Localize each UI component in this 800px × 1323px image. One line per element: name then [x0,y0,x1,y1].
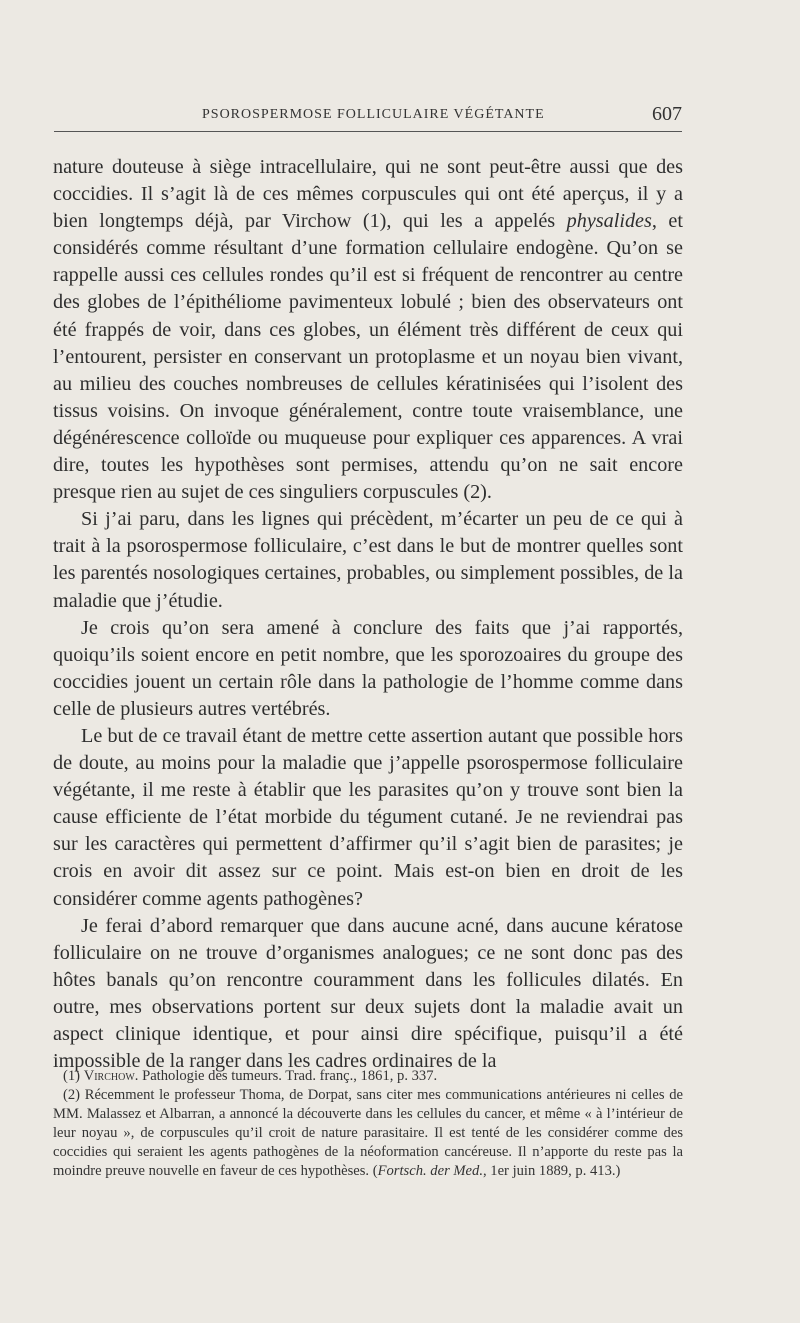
paragraph-2: Si j’ai paru, dans les lignes qui précèdent, m’écarter un peu de ce qui à trait à la psorospermose folliculaire, c’est dans le but de montrer quelles sont les parentés nosologiques certaines, probables, ou simplement possibles, de la maladie que j’étudie. [53,508,683,612]
footnote-2-journal: Fortsch. der Med. [377,1163,483,1179]
paragraph-3: Je crois qu’on sera amené à conclure des faits que j’ai rapportés, quoiqu’ils soient encore en petit nombre, que les sporozoaires du groupe des coccidies jouent un certain rôle dans la pathologie de l’homme comme dans celle de plusieurs autres vertébrés. [53,616,683,720]
paragraph-1-text-b: , et considérés comme résultant d’une formation cellulaire endogène. Qu’on se rappelle aussi ces cellules rondes qu’il est si fréquent de rencontrer au centre des globes de l’épithéliome pavimenteux lobulé ; bien des observateurs ont été frappés de voir, dans ces globes, un élément très différent de ceux qui l’entourent, persister en conservant un protoplasme et un noyau bien vivant, au milieu des couches nombreuses de cellules kératinisées qui l’isolent des tissus voisins. On invoque généralement, contre toute vraisemblance, une dégénérescence colloïde ou muqueuse pour expliquer ces apparences. A vrai dire, toutes les hypothèses sont permises, attendu qu’on ne sait encore presque rien au sujet de ces singuliers corpuscules (2). [53,210,683,504]
paragraph-1-italic-term: physalides [566,210,652,233]
paragraph-1-text-a: nature douteuse à siège intracellulaire, qui ne sont peut-être aussi que des coccidies. Il s’agit là de ces mêmes corpuscules qui ont été aperçus, il y a bien longtemps déjà, par Virchow (1), qui les a appelés [53,156,683,233]
page-number: 607 [652,103,682,125]
footnote-1-text: . Pathologie des tumeurs. Trad. franç., 1861, p. 337. [134,1068,438,1084]
footnote-2 [53,1086,683,1181]
body-text [53,154,683,1075]
footnotes [53,1067,683,1181]
footnote-2-text-a: (2) Récemment le professeur Thoma, de Dorpat, sans citer mes communications antérieures ni celles de MM. Malassez et Albarran, a annoncé la découverte dans les cellules du cancer, et même « à l’intérieur de leur noyau », de corpuscules qu’il croit de nature parasitaire. Il est tenté de les considérer comme des coccidies qui seraient les agents pathogènes de la néoformation cancéreuse. Il n’apporte du reste pas la moindre preuve nouvelle en faveur de ces hypothèses. ( [53,1087,683,1179]
footnote-1-number: (1) [63,1068,81,1084]
footnote-1 [53,1067,683,1086]
paragraph-4: Le but de ce travail étant de mettre cette assertion autant que possible hors de doute, au moins pour la maladie que j’appelle psorospermose folliculaire végétante, il me reste à établir que les parasites qu’on y trouve sont bien la cause efficiente de l’état morbide du tégument cutané. Je ne reviendrai pas sur les caractères qui permettent d’affirmer qu’il s’agit bien de parasites; je crois en avoir dit assez sur ce point. Mais est-on bien en droit de les considérer comme agents pathogènes? [53,724,683,910]
paragraph-5: Je ferai d’abord remarquer que dans aucune acné, dans aucune kératose folliculaire on ne trouve d’organismes analogues; ce ne sont donc pas des hôtes banals qu’on rencontre couramment dans les follicules dilatés. En outre, mes observations portent sur deux sujets dont la maladie avait un aspect clinique identique, et pour ainsi dire spécifique, puisqu’il a été impossible de la ranger dans les cadres ordinaires de la [53,914,683,1073]
page-header [54,103,682,132]
paragraph-1 [53,154,683,506]
footnote-1-author: Virchow [83,1068,135,1084]
running-title: PSOROSPERMOSE FOLLICULAIRE VÉGÉTANTE [202,107,545,122]
footnote-2-text-b: , 1er juin 1889, p. 413.) [482,1163,621,1179]
